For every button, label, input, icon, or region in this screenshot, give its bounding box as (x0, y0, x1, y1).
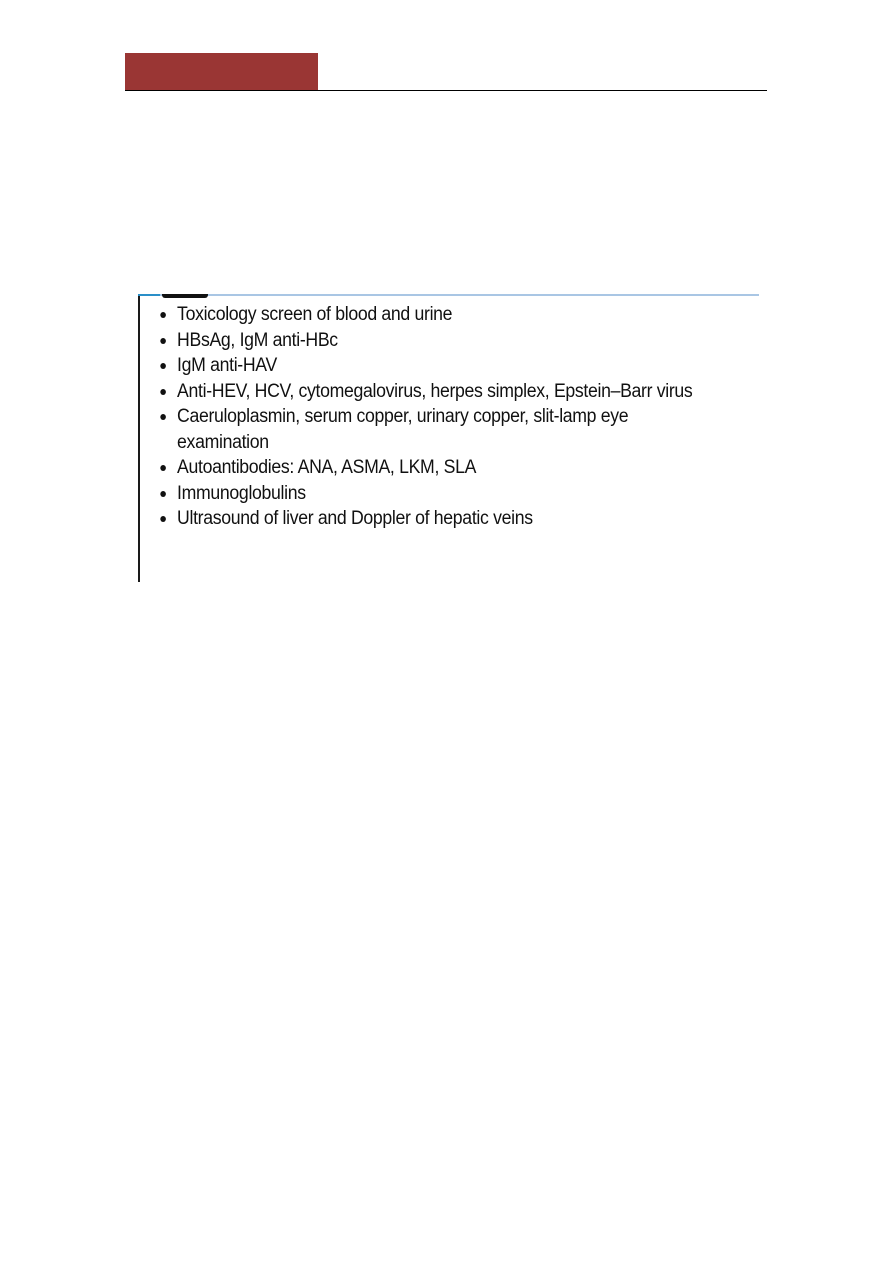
bullet-icon (160, 338, 166, 344)
list-item (138, 302, 696, 328)
bullet-icon (160, 465, 166, 471)
bullet-icon (160, 414, 166, 420)
list-item-label: IgM anti-HAV (177, 355, 277, 376)
bullet-icon (160, 312, 166, 318)
list-item (138, 404, 696, 455)
list-item (138, 455, 696, 481)
list-item (138, 506, 696, 532)
bullet-icon (160, 389, 166, 395)
list-item (138, 328, 696, 354)
investigations-list (138, 302, 738, 532)
list-item-label: Caeruloplasmin, serum copper, urinary copper, slit-lamp eye examination (177, 406, 629, 453)
box-header-tab (162, 294, 208, 298)
list-item-label: Ultrasound of liver and Doppler of hepatic veins (177, 508, 533, 529)
list-item (138, 353, 696, 379)
header-color-bar (125, 53, 318, 90)
bullet-icon (160, 363, 166, 369)
list-item-label: HBsAg, IgM anti-HBc (177, 329, 338, 351)
box-top-border (138, 294, 759, 296)
header-divider (125, 90, 767, 91)
list-item (138, 379, 696, 405)
list-item-label: Anti-HEV, HCV, cytomegalovirus, herpes simplex, Epstein–Barr virus (177, 380, 693, 402)
list-item (138, 481, 696, 507)
list-item-label: Autoantibodies: ANA, ASMA, LKM, SLA (177, 457, 477, 478)
list-item-label: Toxicology screen of blood and urine (177, 304, 453, 325)
list-item-label: Immunoglobulins (177, 482, 306, 504)
bullet-icon (160, 491, 166, 497)
bullet-icon (160, 516, 166, 522)
investigations-box (138, 294, 759, 582)
box-top-accent (138, 294, 160, 296)
